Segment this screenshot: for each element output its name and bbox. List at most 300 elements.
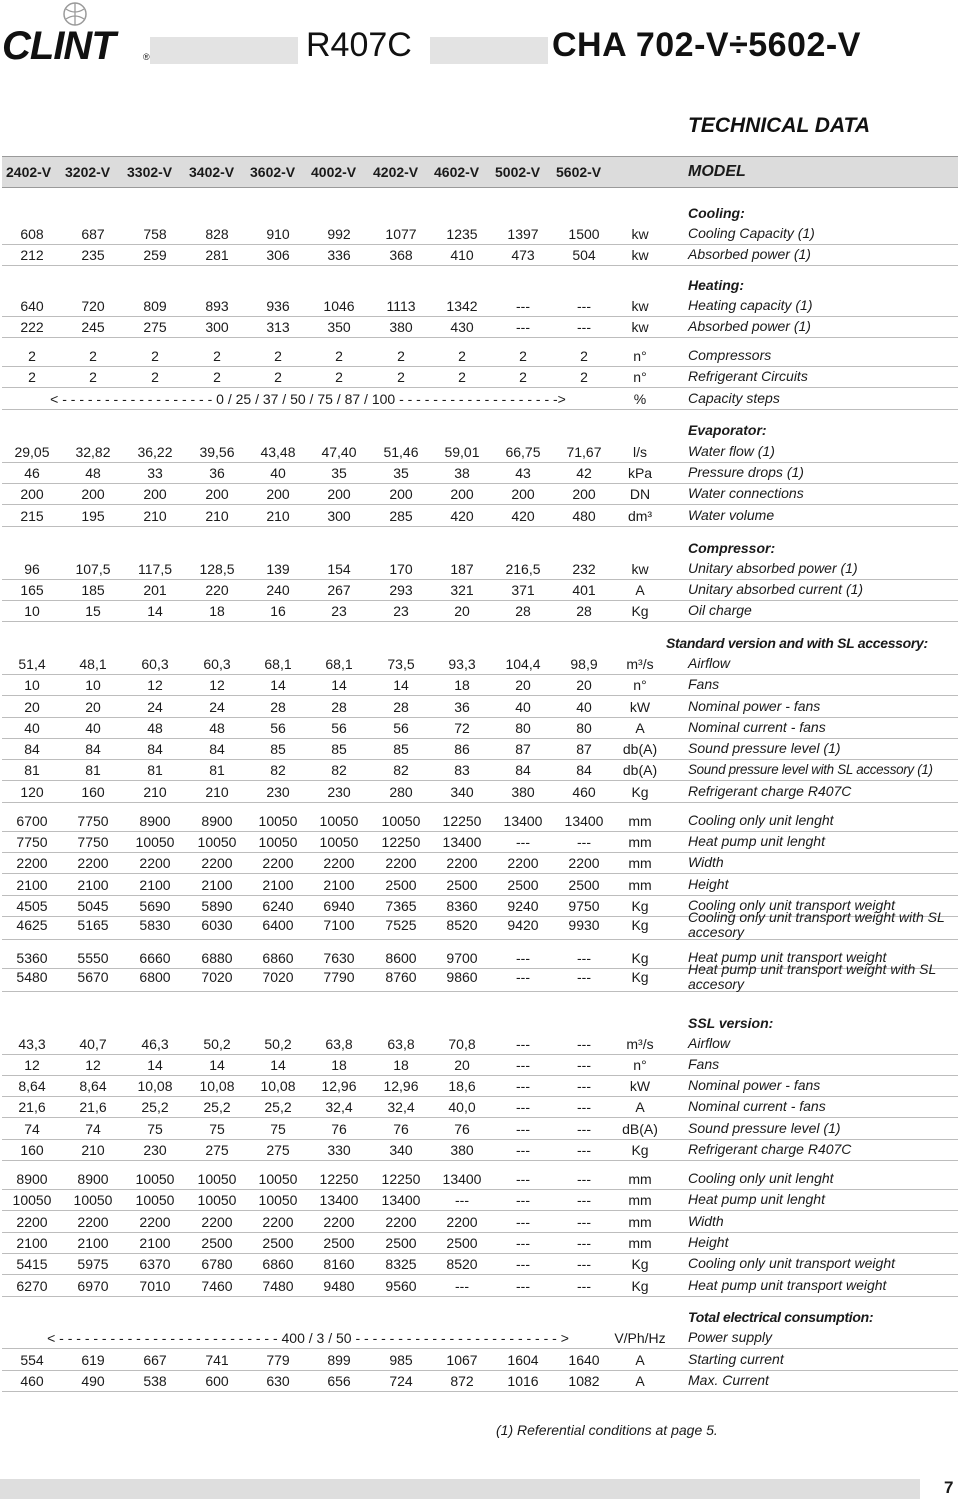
- table-cell: 18: [331, 1056, 347, 1073]
- table-cell: 2: [28, 368, 36, 385]
- table-cell: 14: [270, 676, 286, 693]
- table-cell: 56: [270, 719, 286, 736]
- table-cell: 2: [274, 347, 282, 364]
- table-cell: 24: [147, 698, 163, 715]
- table-cell: 2100: [139, 1234, 171, 1251]
- table-cell: 6370: [139, 1255, 171, 1272]
- table-cell: 6700: [16, 812, 48, 829]
- unit-cell: A: [635, 1372, 645, 1389]
- table-cell: 2100: [262, 876, 294, 893]
- description-cell: Fans: [688, 1056, 720, 1072]
- table-cell: 40,0: [448, 1098, 476, 1115]
- table-cell: 9860: [446, 968, 478, 985]
- description-cell: Heat pump unit lenght: [688, 833, 825, 849]
- table-cell: 600: [205, 1372, 229, 1389]
- description-cell: Height: [688, 1234, 729, 1250]
- table-cell: ---: [577, 968, 591, 985]
- table-cell: 232: [572, 560, 596, 577]
- table-cell: 460: [20, 1372, 44, 1389]
- table-cell: 48: [209, 719, 225, 736]
- header-bar-segment: [430, 37, 548, 64]
- table-cell: 554: [20, 1351, 44, 1368]
- table-cell: 75: [209, 1120, 225, 1137]
- technical-data-title: TECHNICAL DATA: [688, 114, 870, 137]
- table-cell: 1604: [507, 1351, 539, 1368]
- table-cell: 758: [143, 225, 167, 242]
- table-cell: 4625: [16, 916, 48, 933]
- description-cell: Heat pump unit transport weight: [688, 949, 887, 965]
- table-cell: ---: [455, 1277, 469, 1294]
- section-ssl: SSL version:: [688, 1015, 774, 1031]
- table-cell: 5045: [77, 897, 109, 914]
- table-cell: 619: [81, 1351, 105, 1368]
- section-standard: Standard version and with SL accessory:: [666, 635, 928, 651]
- table-cell: 33: [147, 464, 163, 481]
- table-cell: 14: [393, 676, 409, 693]
- table-cell: ---: [516, 968, 530, 985]
- table-cell: 1342: [446, 297, 478, 314]
- table-cell: 24: [209, 698, 225, 715]
- table-cell: ---: [516, 1277, 530, 1294]
- unit-cell: Kg: [631, 916, 649, 933]
- table-cell: 18: [209, 602, 225, 619]
- table-cell: 380: [389, 318, 413, 335]
- unit-cell: db(A): [622, 761, 658, 778]
- table-cell: 86: [454, 740, 470, 757]
- table-row: [2, 738, 958, 760]
- table-cell: 910: [266, 225, 290, 242]
- spanning-value: < - - - - - - - - - - - - - - - - - - - - - - - - - - 400 / 3 / 50 - - - - - - - - - - - - - - - - - - - - - - - - >: [47, 1329, 569, 1346]
- model-range-title: CHA 702-V÷5602-V: [552, 26, 861, 64]
- table-cell: 43: [515, 464, 531, 481]
- table-cell: 48: [85, 464, 101, 481]
- table-cell: 1113: [386, 297, 416, 314]
- table-cell: 2: [580, 368, 588, 385]
- table-cell: 2: [458, 347, 466, 364]
- table-cell: 14: [270, 1056, 286, 1073]
- unit-cell: A: [635, 581, 645, 598]
- table-cell: 2: [89, 347, 97, 364]
- table-cell: 29,05: [14, 443, 50, 460]
- model-header-cell: 5602-V: [556, 164, 602, 180]
- table-cell: 10050: [258, 1170, 298, 1187]
- description-cell: Max. Current: [688, 1372, 769, 1388]
- description-cell: Heating capacity (1): [688, 297, 813, 313]
- table-cell: 9700: [446, 949, 478, 966]
- table-cell: 28: [576, 602, 592, 619]
- unit-cell: mm: [628, 876, 652, 893]
- description-cell: Capacity steps: [688, 390, 780, 406]
- description-cell: Airflow: [688, 1035, 731, 1051]
- table-row: [2, 600, 958, 622]
- table-cell: ---: [577, 1098, 591, 1115]
- table-cell: ---: [516, 1120, 530, 1137]
- table-cell: 1235: [446, 225, 478, 242]
- table-cell: 14: [331, 676, 347, 693]
- table-cell: 12250: [319, 1170, 359, 1187]
- table-cell: 460: [572, 783, 596, 800]
- table-cell: ---: [516, 1213, 530, 1230]
- table-cell: 230: [143, 1141, 167, 1158]
- table-row: [2, 1327, 958, 1349]
- table-cell: 200: [266, 485, 290, 502]
- unit-cell: Kg: [631, 602, 649, 619]
- table-cell: 28: [393, 698, 409, 715]
- table-cell: 21,6: [79, 1098, 107, 1115]
- table-cell: ---: [516, 1056, 530, 1073]
- table-cell: 6860: [262, 1255, 294, 1272]
- table-row: [2, 910, 958, 940]
- header-bar-segment: [150, 37, 298, 64]
- model-label: MODEL: [688, 163, 746, 180]
- table-row: [2, 366, 958, 388]
- table-cell: 7750: [77, 833, 109, 850]
- table-row: [2, 1189, 958, 1211]
- table-cell: 10050: [258, 1191, 298, 1208]
- table-row: [2, 1096, 958, 1118]
- table-cell: ---: [577, 1120, 591, 1137]
- table-row: [2, 717, 958, 739]
- table-cell: 8900: [16, 1170, 48, 1187]
- table-cell: 35: [331, 464, 347, 481]
- table-cell: 70,8: [448, 1035, 476, 1052]
- table-cell: 1397: [507, 225, 539, 242]
- table-cell: ---: [577, 1191, 591, 1208]
- footnote: (1) Referential conditions at page 5.: [496, 1422, 718, 1438]
- table-cell: 2100: [323, 876, 355, 893]
- table-cell: 36,22: [137, 443, 173, 460]
- description-cell: Height: [688, 876, 729, 892]
- table-cell: 10050: [12, 1191, 52, 1208]
- table-cell: 2: [89, 368, 97, 385]
- description-cell: Cooling only unit lenght: [688, 1170, 834, 1186]
- table-cell: 13400: [381, 1191, 421, 1208]
- table-row: [2, 1118, 958, 1140]
- table-cell: 200: [81, 485, 105, 502]
- table-cell: 210: [81, 1141, 105, 1158]
- table-cell: 293: [389, 581, 413, 598]
- table-cell: 68,1: [325, 655, 353, 672]
- table-cell: 2200: [446, 854, 478, 871]
- description-cell: Sound pressure level with SL accessory (1): [688, 762, 933, 777]
- table-cell: 10050: [135, 833, 175, 850]
- table-cell: 5830: [139, 916, 171, 933]
- unit-cell: V/Ph/Hz: [614, 1329, 666, 1346]
- table-cell: 51,4: [18, 655, 46, 672]
- table-cell: 28: [331, 698, 347, 715]
- unit-cell: mm: [628, 854, 652, 871]
- table-cell: 12,96: [383, 1077, 419, 1094]
- table-cell: 667: [143, 1351, 167, 1368]
- spanning-value: < - - - - - - - - - - - - - - - - - - 0 / 25 / 37 / 50 / 75 / 87 / 100 - - - - - - - - - - - - - - - - - - ->: [50, 390, 566, 407]
- table-cell: 2200: [201, 854, 233, 871]
- table-cell: 380: [450, 1141, 474, 1158]
- table-cell: 9930: [568, 916, 600, 933]
- table-cell: 187: [450, 560, 474, 577]
- table-row: [2, 223, 958, 245]
- table-cell: 84: [24, 740, 40, 757]
- table-cell: 50,2: [203, 1035, 231, 1052]
- table-cell: 2200: [77, 854, 109, 871]
- table-cell: 936: [266, 297, 290, 314]
- table-cell: ---: [577, 297, 591, 314]
- table-cell: 281: [205, 246, 229, 263]
- table-cell: 5690: [139, 897, 171, 914]
- table-cell: 84: [85, 740, 101, 757]
- table-cell: 12: [24, 1056, 40, 1073]
- description-cell: Nominal current - fans: [688, 1098, 826, 1114]
- model-header-cell: 4002-V: [311, 164, 357, 180]
- unit-cell: n°: [633, 368, 647, 385]
- unit-cell: Kg: [631, 1141, 649, 1158]
- table-cell: 36: [454, 698, 470, 715]
- table-cell: 12250: [381, 833, 421, 850]
- description-cell: Nominal current - fans: [688, 719, 826, 735]
- table-cell: 275: [266, 1141, 290, 1158]
- table-cell: 18: [393, 1056, 409, 1073]
- table-cell: 60,3: [203, 655, 231, 672]
- table-cell: 107,5: [75, 560, 111, 577]
- table-cell: 21,6: [18, 1098, 46, 1115]
- table-row: [2, 388, 958, 410]
- unit-cell: dB(A): [622, 1120, 658, 1137]
- table-cell: 48,1: [79, 655, 107, 672]
- unit-cell: Kg: [631, 1277, 649, 1294]
- table-cell: 200: [20, 485, 44, 502]
- model-header-cell: 4602-V: [434, 164, 480, 180]
- table-cell: 480: [572, 507, 596, 524]
- table-cell: 20: [515, 676, 531, 693]
- table-cell: 2500: [568, 876, 600, 893]
- unit-cell: mm: [628, 833, 652, 850]
- unit-cell: Kg: [631, 968, 649, 985]
- table-cell: 80: [515, 719, 531, 736]
- table-cell: 2500: [323, 1234, 355, 1251]
- description-cell: Refrigerant Circuits: [688, 368, 808, 384]
- table-cell: 120: [20, 783, 44, 800]
- table-cell: 300: [327, 507, 351, 524]
- table-cell: 741: [205, 1351, 229, 1368]
- table-cell: 538: [143, 1372, 167, 1389]
- table-cell: 992: [327, 225, 351, 242]
- table-row: [2, 1139, 958, 1161]
- table-row: [2, 441, 958, 463]
- table-cell: 210: [266, 507, 290, 524]
- table-cell: 210: [143, 507, 167, 524]
- table-cell: 9480: [323, 1277, 355, 1294]
- table-cell: 20: [24, 698, 40, 715]
- table-cell: 28: [270, 698, 286, 715]
- table-cell: 2200: [507, 854, 539, 871]
- table-cell: 200: [205, 485, 229, 502]
- table-cell: 87: [515, 740, 531, 757]
- table-row: [2, 558, 958, 580]
- table-row: [2, 462, 958, 484]
- table-cell: 72: [454, 719, 470, 736]
- unit-cell: Kg: [631, 783, 649, 800]
- table-cell: 200: [572, 485, 596, 502]
- unit-cell: m³/s: [626, 1035, 654, 1052]
- description-cell: Refrigerant charge R407C: [688, 1141, 852, 1157]
- table-cell: 215: [20, 507, 44, 524]
- table-cell: 10,08: [199, 1077, 235, 1094]
- unit-cell: mm: [628, 1191, 652, 1208]
- table-cell: 985: [389, 1351, 413, 1368]
- table-cell: 13400: [503, 812, 543, 829]
- table-cell: 1500: [568, 225, 600, 242]
- table-cell: 2200: [77, 1213, 109, 1230]
- table-cell: 1077: [385, 225, 417, 242]
- table-cell: 6270: [16, 1277, 48, 1294]
- table-cell: 210: [205, 507, 229, 524]
- table-cell: 201: [143, 581, 167, 598]
- brand-logo: CLINT: [2, 24, 115, 68]
- table-cell: 2200: [201, 1213, 233, 1230]
- table-cell: 117,5: [138, 560, 172, 577]
- table-row: [2, 874, 958, 896]
- table-cell: 12,96: [321, 1077, 357, 1094]
- table-cell: 13400: [442, 833, 482, 850]
- unit-cell: kPa: [627, 464, 653, 481]
- table-cell: 14: [147, 602, 163, 619]
- table-cell: 84: [515, 761, 531, 778]
- table-cell: 5165: [77, 916, 109, 933]
- description-cell: Unitary absorbed current (1): [688, 581, 864, 597]
- table-row: [2, 759, 958, 781]
- table-cell: 170: [389, 560, 413, 577]
- table-cell: 2: [274, 368, 282, 385]
- table-cell: 336: [327, 246, 351, 263]
- table-cell: 10: [24, 602, 40, 619]
- table-cell: 160: [81, 783, 105, 800]
- table-cell: 2: [397, 347, 405, 364]
- table-cell: 81: [85, 761, 101, 778]
- table-cell: ---: [577, 1035, 591, 1052]
- description-cell: Sound pressure level (1): [688, 1120, 841, 1136]
- table-cell: 350: [327, 318, 351, 335]
- table-cell: 245: [81, 318, 105, 335]
- table-cell: 2: [458, 368, 466, 385]
- table-row: [2, 810, 958, 832]
- table-cell: 200: [450, 485, 474, 502]
- table-cell: 75: [147, 1120, 163, 1137]
- description-cell: Sound pressure level (1): [688, 740, 841, 756]
- table-cell: 82: [393, 761, 409, 778]
- unit-cell: Kg: [631, 949, 649, 966]
- table-cell: 2200: [262, 854, 294, 871]
- table-cell: 7365: [385, 897, 417, 914]
- table-row: [2, 1211, 958, 1233]
- table-cell: 200: [511, 485, 535, 502]
- table-cell: 2: [213, 368, 221, 385]
- table-cell: 2500: [385, 1234, 417, 1251]
- table-cell: 6240: [262, 897, 294, 914]
- description-cell: Starting current: [688, 1351, 784, 1367]
- table-cell: 40: [576, 698, 592, 715]
- table-cell: 66,75: [505, 443, 541, 460]
- table-row: [2, 579, 958, 601]
- table-cell: 2200: [139, 1213, 171, 1230]
- table-row: [2, 696, 958, 718]
- table-cell: 10050: [258, 812, 298, 829]
- table-cell: 10,08: [260, 1077, 296, 1094]
- table-cell: 2100: [77, 876, 109, 893]
- table-cell: 60,3: [141, 655, 169, 672]
- table-cell: 10050: [135, 1191, 175, 1208]
- description-cell: Width: [688, 854, 724, 870]
- table-cell: 7750: [16, 833, 48, 850]
- table-cell: 10: [24, 676, 40, 693]
- table-cell: 32,82: [75, 443, 111, 460]
- table-cell: 85: [393, 740, 409, 757]
- table-cell: 280: [389, 783, 413, 800]
- page-header: [0, 0, 960, 80]
- table-cell: 23: [331, 602, 347, 619]
- table-cell: 51,46: [383, 443, 419, 460]
- model-header-cell: 3402-V: [189, 164, 235, 180]
- table-cell: 128,5: [199, 560, 235, 577]
- table-cell: 74: [85, 1120, 101, 1137]
- table-cell: 10050: [197, 1170, 237, 1187]
- table-cell: 6860: [262, 949, 294, 966]
- table-cell: 2200: [385, 854, 417, 871]
- unit-cell: n°: [633, 1056, 647, 1073]
- registered-mark: ®: [143, 52, 150, 62]
- table-cell: 25,2: [203, 1098, 231, 1115]
- table-row: [2, 962, 958, 992]
- table-cell: 2200: [446, 1213, 478, 1230]
- table-cell: 10,08: [137, 1077, 173, 1094]
- description-cell: Cooling Capacity (1): [688, 225, 815, 241]
- table-cell: 104,4: [505, 655, 541, 672]
- description-cell: Width: [688, 1213, 724, 1229]
- table-cell: 872: [450, 1372, 474, 1389]
- section-electrical: Total electrical consumption:: [688, 1309, 874, 1325]
- table-cell: 1067: [446, 1351, 478, 1368]
- section-compressor: Compressor:: [688, 540, 776, 556]
- model-header-cell: 3602-V: [250, 164, 296, 180]
- table-cell: 2: [397, 368, 405, 385]
- unit-cell: n°: [633, 347, 647, 364]
- table-cell: 7790: [323, 968, 355, 985]
- table-cell: 4505: [16, 897, 48, 914]
- table-cell: 8,64: [18, 1077, 46, 1094]
- table-cell: 779: [266, 1351, 290, 1368]
- table-cell: 84: [576, 761, 592, 778]
- table-cell: 13400: [564, 812, 604, 829]
- table-cell: 2500: [385, 876, 417, 893]
- description-cell: Heat pump unit lenght: [688, 1191, 825, 1207]
- table-cell: 10050: [319, 812, 359, 829]
- table-row: [2, 852, 958, 874]
- table-cell: 43,48: [260, 443, 296, 460]
- section-heating: Heating:: [688, 277, 744, 293]
- description-cell: Cooling only unit transport weight: [688, 897, 896, 913]
- table-cell: ---: [577, 1077, 591, 1094]
- table-cell: 28: [515, 602, 531, 619]
- table-cell: 1016: [507, 1372, 539, 1389]
- table-cell: 139: [266, 560, 290, 577]
- table-cell: ---: [516, 1141, 530, 1158]
- table-cell: 7010: [139, 1277, 171, 1294]
- table-cell: 2200: [323, 854, 355, 871]
- table-cell: 267: [327, 581, 351, 598]
- table-cell: 2100: [16, 876, 48, 893]
- table-cell: 200: [143, 485, 167, 502]
- table-cell: 828: [205, 225, 229, 242]
- table-cell: 84: [147, 740, 163, 757]
- table-cell: 80: [576, 719, 592, 736]
